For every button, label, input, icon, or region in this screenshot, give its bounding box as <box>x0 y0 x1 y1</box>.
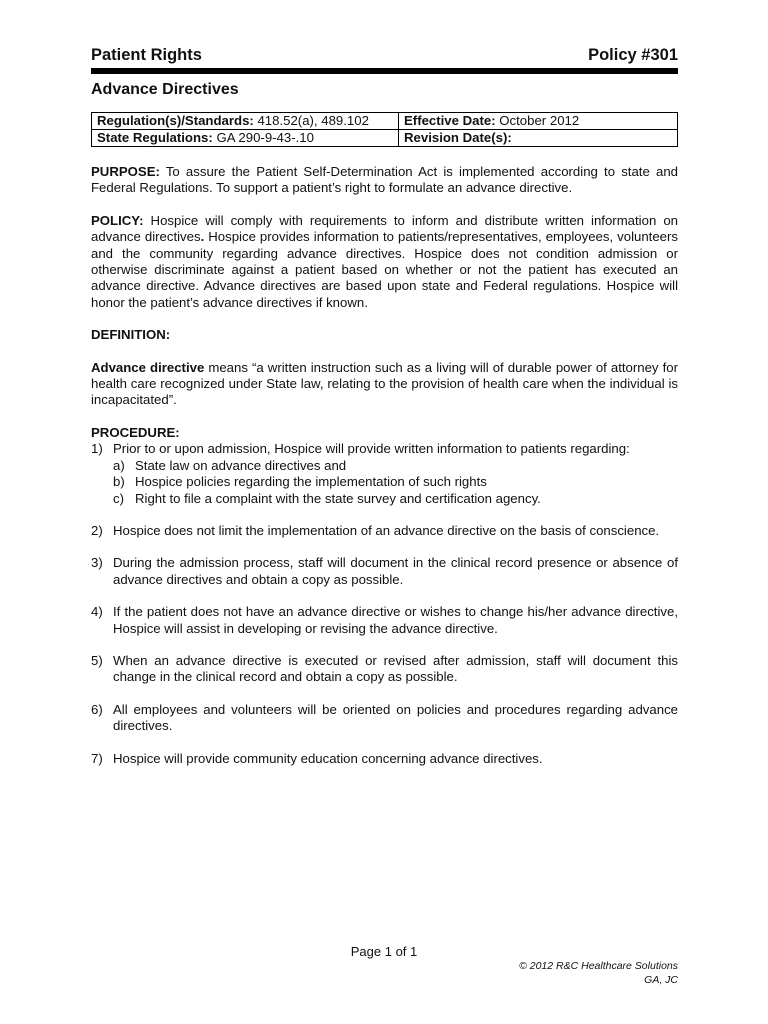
item-number: 7) <box>91 750 103 766</box>
table-cell <box>92 130 399 147</box>
item-text: During the admission process, staff will document in the clinical record presence or absence of advance directives and obtain a copy as possible. <box>113 555 678 587</box>
cell-value: 418.52(a), 489.102 <box>253 113 369 128</box>
item-number: 2) <box>91 522 103 538</box>
table-row <box>92 130 678 147</box>
document-page <box>91 46 678 767</box>
policy-text-cont: Hospice provides information to patients/representatives, employees, volunteers and the community regarding advance directives. Hospice does not condition admission or otherwise discriminate against a patient based on whether or not the patient has executed an advance directive. Advance directives are based upon state and Federal regulations. Hospice will honor the patient’s advance directives if known. <box>91 229 678 310</box>
section-title: Patient Rights <box>91 46 202 64</box>
policy-paragraph <box>91 213 678 311</box>
procedure-heading: PROCEDURE: <box>91 424 180 440</box>
sub-list <box>113 458 678 507</box>
table-row <box>92 113 678 130</box>
list-item <box>91 523 678 539</box>
item-text: Hospice does not limit the implementation of an advance directive on the basis of conscience. <box>113 522 660 538</box>
sub-list-item <box>113 491 678 507</box>
item-text: If the patient does not have an advance directive or wishes to change his/her advance directive, Hospice will assist in developing or revising the advance directive. <box>113 604 678 636</box>
list-item <box>91 702 678 735</box>
procedure-list <box>91 441 678 767</box>
cell-label: Regulation(s)/Standards: <box>97 113 254 128</box>
list-item <box>91 604 678 637</box>
table-cell <box>399 130 678 147</box>
header-rule <box>91 68 678 74</box>
document-header <box>91 46 678 68</box>
table-cell <box>399 113 678 130</box>
item-number: 5) <box>91 652 103 668</box>
policy-label: POLICY: <box>91 212 144 228</box>
copyright-text: © 2012 R&C Healthcare Solutions <box>519 960 678 972</box>
sub-item-letter: b) <box>113 474 125 490</box>
cell-label: State Regulations: <box>97 130 213 145</box>
list-item <box>91 751 678 767</box>
footer-copyright-block <box>519 959 678 987</box>
list-item <box>91 555 678 588</box>
cell-value: October 2012 <box>495 113 580 128</box>
item-number: 1) <box>91 441 103 457</box>
policy-text: Hospice will comply with requirements to inform and distribute written information on advance directives <box>91 212 678 245</box>
item-text: When an advance directive is executed or revised after admission, staff will document this change in the clinical record and obtain a copy as possible. <box>113 652 678 685</box>
cell-label: Effective Date: <box>404 113 496 128</box>
sub-item-text: Hospice policies regarding the implementation of such rights <box>135 474 487 490</box>
regulation-table <box>91 112 678 147</box>
sub-list-item <box>113 474 678 490</box>
footer-initials: GA, JC <box>644 974 678 986</box>
document-subtitle: Advance Directives <box>91 81 239 98</box>
sub-item-letter: a) <box>113 457 125 473</box>
item-number: 4) <box>91 604 103 620</box>
definition-paragraph <box>91 360 678 409</box>
policy-number: Policy #301 <box>588 46 678 64</box>
item-text: Prior to or upon admission, Hospice will provide written information to patients regarding: <box>113 441 630 457</box>
sub-item-text: Right to file a complaint with the state survey and certification agency. <box>135 490 541 506</box>
purpose-paragraph <box>91 164 678 197</box>
sub-item-letter: c) <box>113 490 124 506</box>
sub-item-text: State law on advance directives and <box>135 457 347 473</box>
policy-period: . <box>200 229 205 245</box>
item-text: Hospice will provide community education concerning advance directives. <box>113 750 543 766</box>
definition-heading: DEFINITION: <box>91 327 171 343</box>
cell-label: Revision Date(s): <box>404 130 512 145</box>
sub-list-item <box>113 458 678 474</box>
purpose-text: To assure the Patient Self-Determination Act is implemented according to state and Federal Regulations. To support a patient’s right to formulate an advance directive. <box>91 164 678 196</box>
item-number: 6) <box>91 701 103 717</box>
definition-text: means “a written instruction such as a living will of durable power of attorney for health care recognized under State law, relating to the provision of health care when the individual is incapacitated”. <box>91 359 678 408</box>
table-cell <box>92 113 399 130</box>
page-number: Page 1 of 1 <box>350 944 418 959</box>
item-text: All employees and volunteers will be oriented on policies and procedures regarding advance directives. <box>113 701 678 734</box>
definition-term: Advance directive <box>91 359 205 375</box>
list-item <box>91 653 678 686</box>
cell-value: GA 290-9-43-.10 <box>212 130 314 145</box>
list-item <box>91 441 678 507</box>
item-number: 3) <box>91 555 103 571</box>
purpose-label: PURPOSE: <box>91 164 160 179</box>
